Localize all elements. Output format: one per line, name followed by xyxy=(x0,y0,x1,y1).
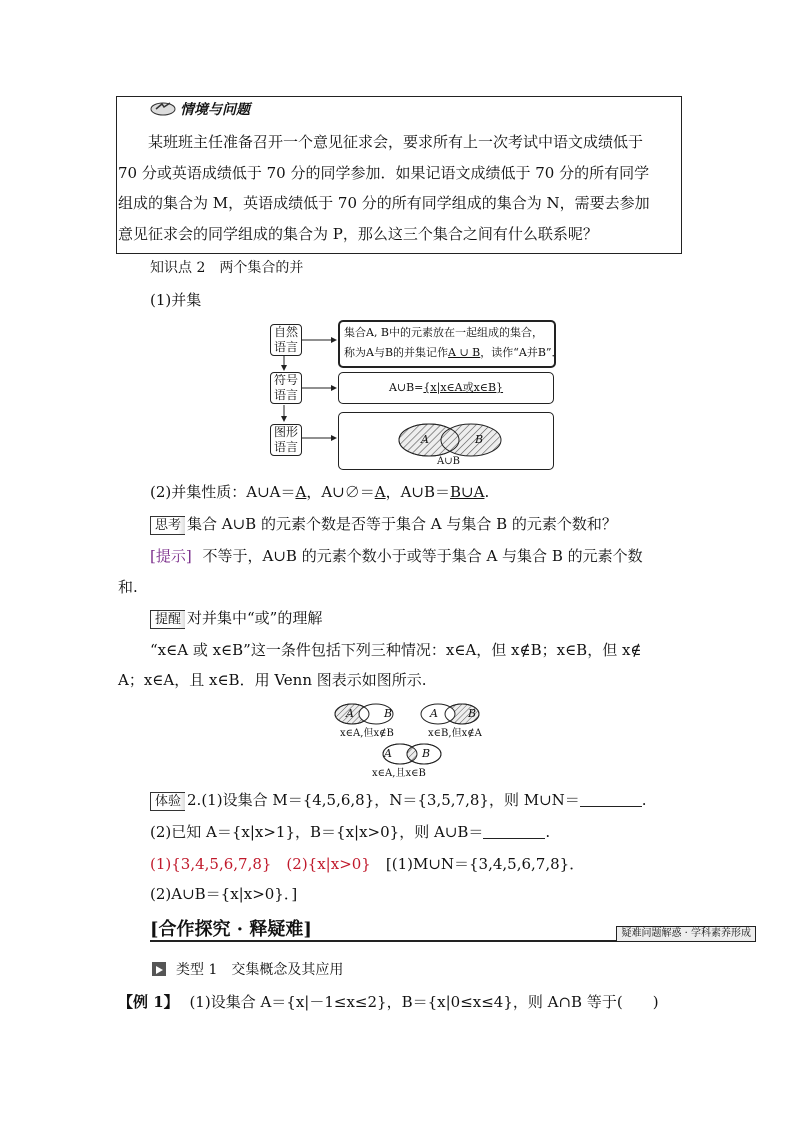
diagram-label-graphic xyxy=(270,424,302,456)
natural-line2 xyxy=(344,346,563,360)
venn-case2-caption: x∈B,但x∉A xyxy=(428,728,482,739)
scenario-line: 某班班主任准备召开一个意见征求会，要求所有上一次考试中语文成绩低于 xyxy=(148,133,644,151)
venn-case3-caption: x∈A,且x∈B xyxy=(372,768,426,779)
scenario-title-icon xyxy=(150,100,176,116)
hint-end: 和. xyxy=(118,578,138,596)
reminder-title: 对并集中“或”的理解 xyxy=(187,609,323,627)
hint-line xyxy=(150,546,643,566)
diagram-label-natural xyxy=(270,324,302,356)
venn-label-a: A xyxy=(421,433,429,446)
property-end: . xyxy=(484,483,490,501)
knowledge-sub1: (1)并集 xyxy=(150,291,202,309)
section-title: [合作探究 · 释疑难] xyxy=(150,919,312,940)
diagram-label-natural-text: 自然语言 xyxy=(273,325,298,354)
example-label: 【例 1】 xyxy=(118,993,179,1011)
symbol-a: A∪B= xyxy=(388,381,424,394)
property-2-prefix: ，A∪∅＝ xyxy=(306,483,375,501)
property-prefix: (2)并集性质：A∪A＝ xyxy=(150,483,296,501)
experience-answer xyxy=(150,854,584,874)
property-1: A xyxy=(295,483,307,501)
experience-answer-line2: (2)A∪B＝{x|x>0}．] xyxy=(150,885,298,903)
scenario-line: 意见征求会的同学组成的集合为 P，那么这三个集合之间有什么联系呢？ xyxy=(118,225,598,243)
answer-black: [(1)M∪N＝{3,4,5,6,7,8}． xyxy=(370,855,585,873)
reminder-line xyxy=(150,608,322,629)
scenario-line: 70 分或英语成绩低于 70 分的同学参加．如果记语文成绩低于 70 分的所有同学 xyxy=(118,164,650,182)
property-3-prefix: ，A∪B＝ xyxy=(385,483,451,501)
diagram-label-symbol xyxy=(270,372,302,404)
q2-text: (2)已知 A＝{x|x>1}，B＝{x|x>0}，则 A∪B＝ xyxy=(150,823,484,841)
q1-text: 2.(1)设集合 M＝{4,5,6,8}，N＝{3,5,7,8}，则 M∪N＝ xyxy=(187,791,580,809)
symbol-line xyxy=(339,381,553,395)
natural-line2-a: 称为A与B的并集记作 xyxy=(344,346,449,359)
q1-blank xyxy=(580,792,642,807)
experience-tag: 体验 xyxy=(150,792,185,811)
q2-end: . xyxy=(545,823,551,841)
natural-line1: 集合A, B中的元素放在一起组成的集合， xyxy=(344,326,544,339)
diagram-symbol-box xyxy=(338,372,554,404)
think-text: 集合 A∪B 的元素个数是否等于集合 A 与集合 B 的元素个数和？ xyxy=(187,515,617,533)
reminder-line1: “x∈A 或 x∈B”这一条件包括下列三种情况：x∈A，但 x∉B；x∈B，但 x∉ xyxy=(150,641,642,659)
example-text: (1)设集合 A＝{x|－1≤x≤2}，B＝{x|0≤x≤4}，则 A∩B 等于( ) xyxy=(189,993,659,1011)
diagram-label-symbol-text: 符号语言 xyxy=(273,373,298,402)
experience-q2 xyxy=(150,822,550,842)
venn-case2-a: A xyxy=(430,707,438,720)
knowledge-heading: 知识点 2 两个集合的并 xyxy=(150,260,304,276)
hint-label: [提示] xyxy=(150,547,192,565)
experience-q1 xyxy=(150,790,647,811)
reminder-tag: 提醒 xyxy=(150,610,185,629)
symbol-u: {x|x∈A或x∈B} xyxy=(423,381,504,394)
property-2: A xyxy=(374,483,386,501)
scenario-title: 情境与问题 xyxy=(180,102,250,118)
venn-case1-b: B xyxy=(384,707,393,720)
diagram-natural-box xyxy=(338,320,563,368)
venn-case1-a: A xyxy=(346,707,354,720)
answer-red: (1){3,4,5,6,7,8} (2){x|x>0} xyxy=(150,855,371,873)
venn-case3-a: A xyxy=(384,747,392,760)
venn-case2-b: B xyxy=(468,707,477,720)
type1-label: 类型 1 交集概念及其应用 xyxy=(176,962,344,978)
venn-caption: A∪B xyxy=(437,456,460,467)
q2-blank xyxy=(483,824,545,839)
diagram-graphic-box xyxy=(338,412,554,470)
venn-label-b: B xyxy=(475,433,484,446)
q1-end: . xyxy=(641,791,647,809)
venn-case3-b: B xyxy=(422,747,431,760)
play-icon xyxy=(152,962,166,976)
union-property xyxy=(150,482,489,502)
venn-case1-caption: x∈A,但x∉B xyxy=(340,728,394,739)
scenario-line: 组成的集合为 M，英语成绩低于 70 分的所有同学组成的集合为 N，需要去参加 xyxy=(118,194,650,212)
think-line xyxy=(150,514,617,535)
diagram-label-graphic-text: 图形语言 xyxy=(273,425,298,454)
hint-text: 不等于，A∪B 的元素个数小于或等于集合 A 与集合 B 的元素个数 xyxy=(202,547,643,565)
natural-line2-b: ，读作“A并B”． xyxy=(480,346,563,359)
think-tag: 思考 xyxy=(150,516,185,535)
natural-line2-u: A ∪ B xyxy=(448,346,481,359)
example-line xyxy=(118,992,659,1012)
property-3: B∪A xyxy=(450,483,485,501)
reminder-line2: A；x∈A，且 x∈B．用 Venn 图表示如图所示. xyxy=(118,671,427,689)
section-side-label: 疑难问题解惑 · 学科素养形成 xyxy=(616,926,756,942)
